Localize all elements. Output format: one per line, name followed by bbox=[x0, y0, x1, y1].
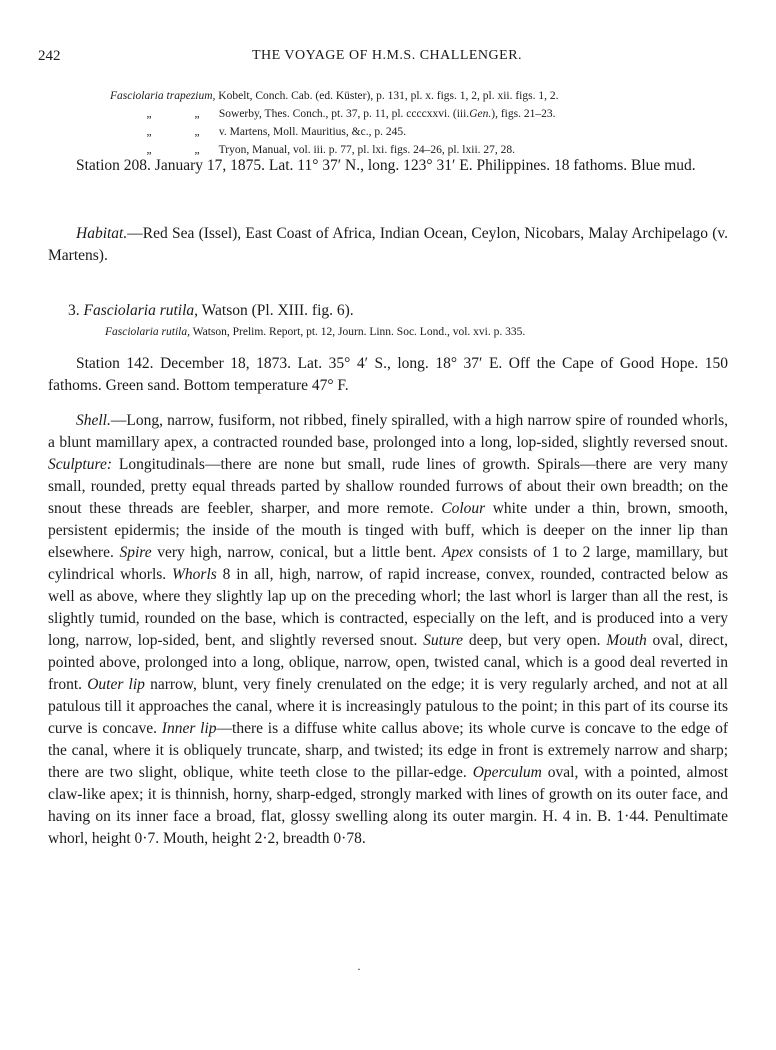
synonym-reference-tail: ), figs. 21–23. bbox=[491, 108, 556, 120]
synonym-reference: Sowerby, Thes. Conch., pt. 37, p. 11, pl. ccccxxvi. (iii. bbox=[218, 108, 470, 120]
operculum-label: Operculum bbox=[472, 764, 542, 781]
apex-text: consists of 1 to 2 large, mamillary, but cylindrical whorls. bbox=[48, 544, 729, 583]
spire-text: very high, narrow, conical, but a little bent. bbox=[157, 544, 437, 561]
synonym-reference-italic: Gen. bbox=[469, 108, 492, 120]
operculum-text: oval, with a pointed, almost claw-like apex; it is thinnish, horny, sharp-edged, strongly marked with lines of growth on its outer face, and having on its inner face a broad, flat, glossy swelling along its outer margin. bbox=[48, 764, 729, 825]
station-142-record: Station 142. December 18, 1873. Lat. 35° 4′ S., long. 18° 37′ E. Off the Cape of Good Hope. 150 fathoms. Green sand. Bottom temperature 47° F. bbox=[48, 355, 728, 394]
whorls-text: 8 in all, high, narrow, of rapid increase, convex, rounded, contracted below as well as above, where they slightly lap up on the preceding whorl; the last whorl is larger than all the rest, is slightly tumid, rounded on the base, which is contracted, especially on the left, and is produced into a very long, narrow, lop-sided, bent, and slightly reversed snout. bbox=[48, 566, 728, 649]
colour-text: white under a thin, brown, smooth, persistent epidermis; the inside of the mouth is tinged with buff, which is deeper on the inner lip than elsewhere. bbox=[48, 500, 728, 561]
running-title: THE VOYAGE OF H.M.S. CHALLENGER. bbox=[251, 48, 523, 63]
apex-label: Apex bbox=[441, 544, 473, 561]
page-header bbox=[38, 48, 736, 70]
synonymy-entry bbox=[110, 87, 740, 105]
species-author: Watson (Pl. XIII. fig. 6). bbox=[201, 302, 354, 319]
outer-lip-label: Outer lip bbox=[87, 676, 145, 693]
ditto-mark: „ bbox=[146, 108, 152, 120]
species-synonym bbox=[105, 326, 525, 338]
shell-label: Shell. bbox=[76, 412, 111, 429]
colour-label: Colour bbox=[441, 500, 486, 517]
synonymy-entry bbox=[110, 105, 740, 123]
page-mark: · bbox=[357, 962, 361, 976]
species-name: Fasciolaria rutila, bbox=[83, 302, 199, 319]
ditto-mark: „ bbox=[194, 144, 200, 156]
shell-description bbox=[48, 410, 728, 850]
ditto-mark: „ bbox=[146, 126, 152, 138]
mouth-label: Mouth bbox=[606, 632, 647, 649]
inner-lip-label: Inner lip bbox=[161, 720, 217, 737]
station-208-record: Station 208. January 17, 1875. Lat. 11° 37′ N., long. 123° 31′ E. Philippines. 18 fathoms. Blue mud. bbox=[76, 157, 696, 174]
sculpture-label: Sculpture: bbox=[48, 456, 112, 473]
synonym-reference: Kobelt, Conch. Cab. (ed. Küster), p. 131, pl. x. figs. 1, 2, pl. xii. figs. 1, 2. bbox=[218, 90, 559, 102]
whorls-label: Whorls bbox=[172, 566, 217, 583]
species-synonym-reference: Watson, Prelim. Report, pt. 12, Journ. Linn. Soc. Lond., vol. xvi. p. 335. bbox=[192, 326, 526, 338]
habitat-label: Habitat. bbox=[76, 225, 128, 242]
mouth-text: oval, direct, pointed above, prolonged into a long, oblique, narrow, open, twisted canal, which is a good deal reverted in front. bbox=[48, 632, 728, 693]
ditto-mark: „ bbox=[194, 108, 200, 120]
species-synonym-name: Fasciolaria rutila, bbox=[105, 326, 190, 338]
species-number: 3. bbox=[68, 302, 80, 319]
synonym-reference: v. Martens, Moll. Mauritius, &c., p. 245. bbox=[218, 126, 406, 138]
ditto-mark: „ bbox=[194, 126, 200, 138]
habitat-paragraph bbox=[48, 223, 728, 267]
ditto-mark: „ bbox=[146, 144, 152, 156]
species-heading bbox=[68, 302, 354, 320]
synonym-reference: Tryon, Manual, vol. iii. p. 77, pl. lxi. figs. 24–26, pl. lxii. 27, 28. bbox=[218, 144, 516, 156]
sculpture-text: Longitudinals—there are none but small, rude lines of growth. Spirals—there are very many small, rounded, pretty equal threads parted by shallow rounded furrows of about their own breadth; on the snout these threads are feebler, sharper, and more remote. bbox=[48, 456, 728, 517]
synonymy-list bbox=[110, 87, 740, 159]
spire-label: Spire bbox=[119, 544, 152, 561]
synonymy-entry bbox=[110, 123, 740, 141]
habitat-text: —Red Sea (Issel), East Coast of Africa, Indian Ocean, Ceylon, Nicobars, Malay Archipelago (v. Martens). bbox=[48, 225, 728, 264]
shell-text: —Long, narrow, fusiform, not ribbed, finely spiralled, with a high narrow spire of rounded whorls, a blunt mamillary apex, a contracted rounded base, prolonged into a long, lop-sided, slightly reversed snout. bbox=[48, 412, 728, 451]
outer-lip-text: narrow, blunt, very finely crenulated on the edge; it is very regularly arched, and not at all patulous till it approaches the canal, where it is increasingly patulous to the point; in this part of its course its curve is concave. bbox=[48, 676, 728, 737]
measurements: H. 4 in. B. 1·44. Penultimate whorl, height 0·7. Mouth, height 2·2, breadth 0·78. bbox=[48, 808, 728, 847]
suture-text: deep, but very open. bbox=[468, 632, 601, 649]
inner-lip-text: —there is a diffuse white callus above; its whole curve is concave to the edge of the canal, where it is obliquely truncate, sharp, and twisted; its edge in front is extremely narrow and sharp; there are two slight, oblique, white teeth close to the pillar-edge. bbox=[48, 720, 729, 781]
synonym-name: Fasciolaria trapezium, bbox=[110, 90, 216, 102]
page-number: 242 bbox=[38, 48, 61, 64]
suture-label: Suture bbox=[423, 632, 464, 649]
